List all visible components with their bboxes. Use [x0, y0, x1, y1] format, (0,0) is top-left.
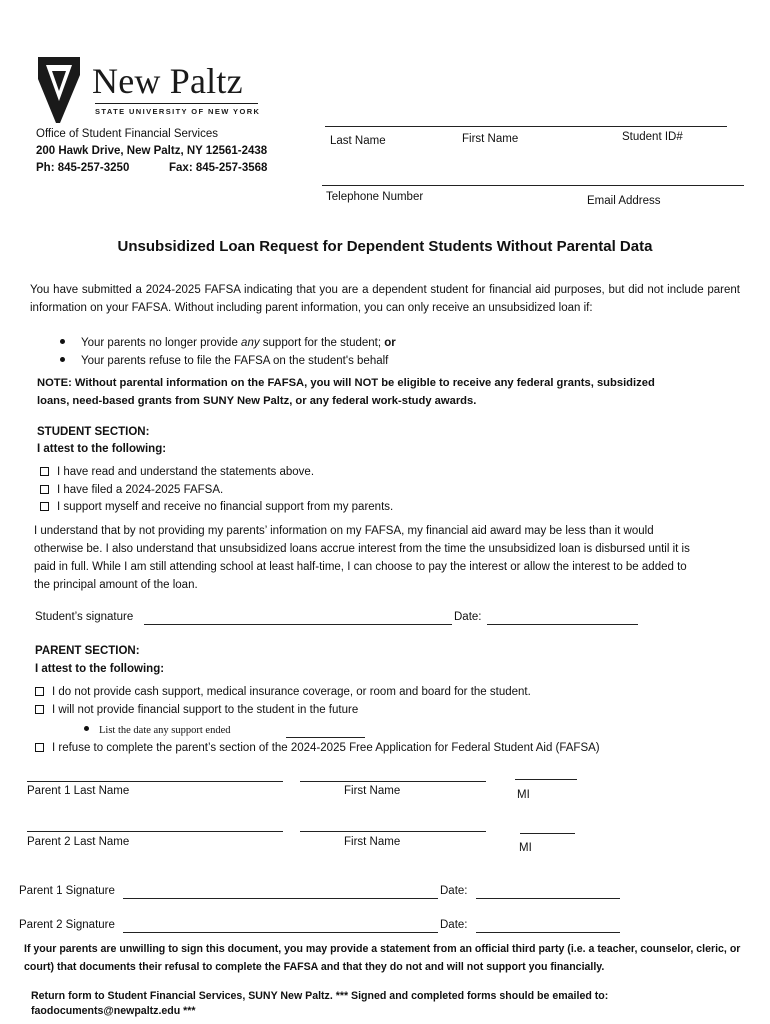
- bullet1-or: or: [384, 337, 396, 349]
- new-paltz-logo-icon: [38, 57, 80, 123]
- parent1-first-name-label: First Name: [344, 785, 401, 797]
- parent-item-1[interactable]: [35, 686, 531, 698]
- parent2-signature-line[interactable]: [123, 932, 438, 933]
- parent-item-3[interactable]: [35, 742, 600, 754]
- student-section-heading: STUDENT SECTION:: [37, 426, 150, 438]
- parent-item-2-text: I will not provide financial support to the student in the future: [52, 704, 359, 716]
- checkbox-icon[interactable]: [35, 743, 44, 752]
- student-item-2-text: I have filed a 2024-2025 FAFSA.: [57, 484, 224, 496]
- parent1-last-name-label: Parent 1 Last Name: [27, 785, 130, 797]
- parent1-signature-line[interactable]: [123, 898, 438, 899]
- parent1-last-name-line[interactable]: [27, 781, 283, 782]
- parent1-date-label: Date:: [440, 885, 468, 897]
- first-name-label: First Name: [462, 133, 519, 145]
- page-title: Unsubsidized Loan Request for Dependent Students Without Parental Data: [117, 238, 653, 255]
- email-label: Email Address: [587, 195, 661, 207]
- student-id-label: Student ID#: [622, 131, 683, 143]
- student-date-label: Date:: [454, 611, 482, 623]
- third-party-note: If your parents are unwilling to sign this document, you may provide a statement from an official third party (i.e. a teacher, counselor, cleric, or court) that documents their refusal to complete the FAFSA and that they do not and will not support you financially.: [24, 943, 741, 973]
- office-fax: Fax: 845-257-3568: [169, 162, 268, 174]
- logo-subtitle: STATE UNIVERSITY OF NEW YORK: [95, 107, 261, 116]
- parent2-mi-label: MI: [519, 842, 532, 854]
- student-item-3-text: I support myself and receive no financial support from my parents.: [57, 501, 394, 513]
- bullet2-text: Your parents refuse to file the FAFSA on the student's behalf: [81, 355, 389, 367]
- return-line-1: Return form to Student Financial Services, SUNY New Paltz. *** Signed and completed forms should be emailed to:: [31, 990, 609, 1002]
- contact-line[interactable]: [322, 185, 744, 186]
- bullet1-emphasis: any: [241, 337, 260, 349]
- student-item-1-text: I have read and understand the statements above.: [57, 466, 315, 478]
- student-paragraph: I understand that by not providing my parents’ information on my FAFSA, my financial aid award may be less than it would otherwise be. I also understand that unsubsidized loans accrue interest from the time the unsubsidized loan is disbursed until it is paid in full. While I am still attending school at least half-time, I can choose to pay the interest or allow the interest to be added to the principal amount of the loan.: [34, 525, 690, 591]
- student-name-line[interactable]: [325, 126, 727, 127]
- intro-paragraph: You have submitted a 2024-2025 FAFSA indicating that you are a dependent student for financial aid purposes, but did not include parent information on your FAFSA. Without including parent information, you can only receive an unsubsidized loan if:: [30, 284, 740, 314]
- bullet-icon: [60, 339, 65, 344]
- parent1-date-line[interactable]: [476, 898, 620, 899]
- checkbox-icon[interactable]: [40, 467, 49, 476]
- parent-attest-label: I attest to the following:: [35, 663, 165, 675]
- student-item-1[interactable]: [40, 466, 314, 478]
- parent2-first-name-label: First Name: [344, 836, 401, 848]
- parent-item-1-text: I do not provide cash support, medical insurance coverage, or room and board for the student.: [52, 686, 531, 698]
- checkbox-icon[interactable]: [40, 502, 49, 511]
- sub-bullet-text: List the date any support ended: [99, 725, 231, 736]
- logo-rule: [95, 103, 258, 104]
- parent1-first-name-line[interactable]: [300, 781, 486, 782]
- last-name-label: Last Name: [330, 135, 386, 147]
- bullet-icon: [84, 726, 89, 731]
- note-paragraph: NOTE: Without parental information on the FAFSA, you will NOT be eligible to receive any federal grants, subsidized loans, need-based grants from SUNY New Paltz, or any federal work-study awards.: [37, 377, 655, 407]
- bullet1-text-post: support for the student;: [259, 337, 385, 349]
- parent2-last-name-line[interactable]: [27, 831, 283, 832]
- intro-bullet-1: [60, 337, 396, 349]
- parent1-mi-line[interactable]: [515, 779, 577, 780]
- telephone-label: Telephone Number: [326, 191, 424, 203]
- parent2-first-name-line[interactable]: [300, 831, 486, 832]
- checkbox-icon[interactable]: [35, 705, 44, 714]
- student-attest-label: I attest to the following:: [37, 443, 167, 455]
- parent1-mi-label: MI: [517, 789, 530, 801]
- bullet1-text: Your parents no longer provide: [81, 337, 242, 349]
- checkbox-icon[interactable]: [35, 687, 44, 696]
- parent2-mi-line[interactable]: [520, 833, 575, 834]
- student-date-line[interactable]: [487, 624, 638, 625]
- parent2-date-label: Date:: [440, 919, 468, 931]
- office-name: Office of Student Financial Services: [36, 128, 218, 140]
- intro-bullet-2: [60, 355, 388, 367]
- student-item-3[interactable]: [40, 501, 393, 513]
- parent2-signature-label: Parent 2 Signature: [19, 919, 115, 931]
- parent1-signature-label: Parent 1 Signature: [19, 885, 115, 897]
- student-item-2[interactable]: [40, 484, 223, 496]
- bullet-icon: [60, 357, 65, 362]
- support-ended-date-line[interactable]: [286, 737, 365, 738]
- logo-name: New Paltz: [92, 61, 243, 101]
- parent-section-heading: PARENT SECTION:: [35, 645, 140, 657]
- return-line-2: faodocuments@newpaltz.edu ***: [31, 1005, 196, 1017]
- parent-item-2[interactable]: [35, 704, 358, 716]
- parent-item-3-text: I refuse to complete the parent’s section of the 2024-2025 Free Application for Federal Student Aid (FAFSA): [52, 742, 600, 754]
- office-phone: Ph: 845-257-3250: [36, 162, 130, 174]
- checkbox-icon[interactable]: [40, 485, 49, 494]
- parent-sub-bullet: [84, 725, 231, 736]
- office-address: 200 Hawk Drive, New Paltz, NY 12561-2438: [36, 145, 268, 157]
- parent2-last-name-label: Parent 2 Last Name: [27, 836, 130, 848]
- student-signature-line[interactable]: [144, 624, 452, 625]
- parent2-date-line[interactable]: [476, 932, 620, 933]
- student-signature-label: Student’s signature: [35, 611, 134, 623]
